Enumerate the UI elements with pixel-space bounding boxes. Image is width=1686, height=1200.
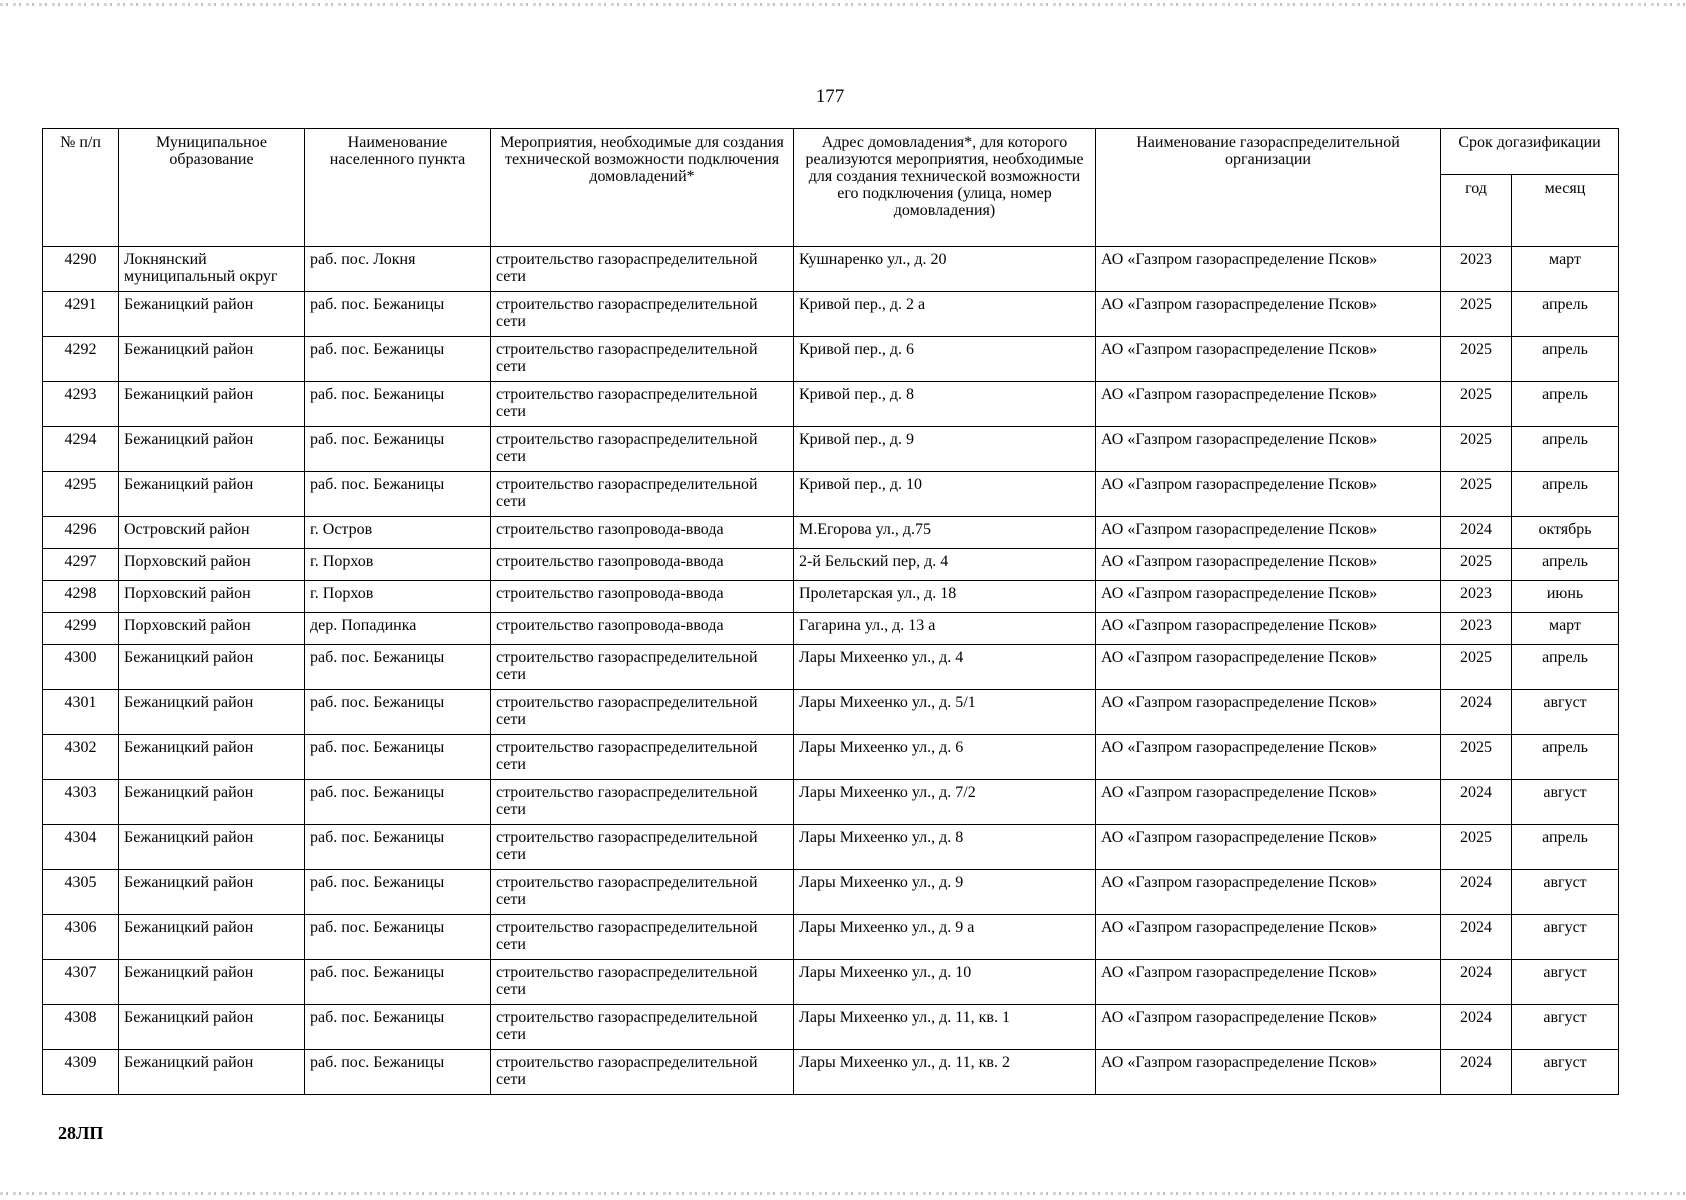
cell-year: 2023 bbox=[1441, 247, 1512, 292]
cell-settlement: г. Порхов bbox=[305, 549, 491, 581]
cell-num: 4305 bbox=[43, 870, 119, 915]
cell-measure: строительство газораспределительной сети bbox=[491, 645, 794, 690]
header-settlement: Наименование населенного пункта bbox=[305, 129, 491, 247]
cell-month: август bbox=[1512, 870, 1619, 915]
cell-year: 2024 bbox=[1441, 915, 1512, 960]
cell-municipality: Бежаницкий район bbox=[119, 960, 305, 1005]
cell-measure: строительство газораспределительной сети bbox=[491, 427, 794, 472]
table-row bbox=[43, 382, 1619, 427]
cell-organization: АО «Газпром газораспределение Псков» bbox=[1096, 960, 1441, 1005]
header-organization: Наименование газораспределительной организации bbox=[1096, 129, 1441, 247]
cell-measure: строительство газораспределительной сети bbox=[491, 960, 794, 1005]
cell-municipality: Порховский район bbox=[119, 613, 305, 645]
cell-month: август bbox=[1512, 1050, 1619, 1095]
cell-num: 4304 bbox=[43, 825, 119, 870]
cell-address: Лары Михеенко ул., д. 9 bbox=[794, 870, 1096, 915]
cell-settlement: раб. пос. Бежаницы bbox=[305, 825, 491, 870]
cell-num: 4294 bbox=[43, 427, 119, 472]
cell-measure: строительство газораспределительной сети bbox=[491, 690, 794, 735]
cell-measure: строительство газораспределительной сети bbox=[491, 247, 794, 292]
cell-organization: АО «Газпром газораспределение Псков» bbox=[1096, 337, 1441, 382]
cell-address: Лары Михеенко ул., д. 10 bbox=[794, 960, 1096, 1005]
cell-year: 2024 bbox=[1441, 960, 1512, 1005]
cell-num: 4303 bbox=[43, 780, 119, 825]
page-number: 177 bbox=[815, 86, 845, 107]
cell-month: апрель bbox=[1512, 735, 1619, 780]
cell-year: 2025 bbox=[1441, 735, 1512, 780]
cell-municipality: Бежаницкий район bbox=[119, 1005, 305, 1050]
cell-organization: АО «Газпром газораспределение Псков» bbox=[1096, 735, 1441, 780]
cell-municipality: Порховский район bbox=[119, 549, 305, 581]
table-row bbox=[43, 870, 1619, 915]
cell-settlement: раб. пос. Бежаницы bbox=[305, 1050, 491, 1095]
table-row bbox=[43, 915, 1619, 960]
cell-municipality: Бежаницкий район bbox=[119, 915, 305, 960]
cell-organization: АО «Газпром газораспределение Псков» bbox=[1096, 780, 1441, 825]
cell-organization: АО «Газпром газораспределение Псков» bbox=[1096, 472, 1441, 517]
cell-num: 4296 bbox=[43, 517, 119, 549]
table-row bbox=[43, 735, 1619, 780]
cell-num: 4309 bbox=[43, 1050, 119, 1095]
table-row bbox=[43, 292, 1619, 337]
cell-month: октябрь bbox=[1512, 517, 1619, 549]
cell-year: 2024 bbox=[1441, 780, 1512, 825]
cell-settlement: раб. пос. Бежаницы bbox=[305, 915, 491, 960]
cell-municipality: Порховский район bbox=[119, 581, 305, 613]
cell-num: 4300 bbox=[43, 645, 119, 690]
cell-year: 2025 bbox=[1441, 337, 1512, 382]
cell-year: 2024 bbox=[1441, 690, 1512, 735]
cell-month: апрель bbox=[1512, 427, 1619, 472]
cell-organization: АО «Газпром газораспределение Псков» bbox=[1096, 549, 1441, 581]
cell-organization: АО «Газпром газораспределение Псков» bbox=[1096, 1005, 1441, 1050]
cell-municipality: Бежаницкий район bbox=[119, 382, 305, 427]
cell-month: август bbox=[1512, 780, 1619, 825]
table-row bbox=[43, 581, 1619, 613]
header-address: Адрес домовладения*, для которого реализуются мероприятия, необходимые для создания технической возможности его подключения (улица, номер домовладения) bbox=[794, 129, 1096, 247]
cell-organization: АО «Газпром газораспределение Псков» bbox=[1096, 517, 1441, 549]
cell-month: апрель bbox=[1512, 472, 1619, 517]
cell-measure: строительство газопровода-ввода bbox=[491, 517, 794, 549]
cell-year: 2025 bbox=[1441, 645, 1512, 690]
cell-address: Гагарина ул., д. 13 а bbox=[794, 613, 1096, 645]
cell-settlement: раб. пос. Бежаницы bbox=[305, 292, 491, 337]
cell-settlement: раб. пос. Бежаницы bbox=[305, 472, 491, 517]
header-municipality: Муниципальное образование bbox=[119, 129, 305, 247]
cell-address: Лары Михеенко ул., д. 6 bbox=[794, 735, 1096, 780]
cell-num: 4306 bbox=[43, 915, 119, 960]
cell-municipality: Бежаницкий район bbox=[119, 337, 305, 382]
cell-settlement: раб. пос. Бежаницы bbox=[305, 960, 491, 1005]
cell-year: 2024 bbox=[1441, 1050, 1512, 1095]
cell-num: 4302 bbox=[43, 735, 119, 780]
cell-settlement: г. Порхов bbox=[305, 581, 491, 613]
cell-address: Пролетарская ул., д. 18 bbox=[794, 581, 1096, 613]
cell-num: 4297 bbox=[43, 549, 119, 581]
cell-address: Лары Михеенко ул., д. 5/1 bbox=[794, 690, 1096, 735]
cell-municipality: Бежаницкий район bbox=[119, 292, 305, 337]
table-row bbox=[43, 247, 1619, 292]
cell-num: 4307 bbox=[43, 960, 119, 1005]
cell-settlement: раб. пос. Бежаницы bbox=[305, 645, 491, 690]
cell-organization: АО «Газпром газораспределение Псков» bbox=[1096, 247, 1441, 292]
cell-municipality: Локнянский муниципальный округ bbox=[119, 247, 305, 292]
cell-month: август bbox=[1512, 915, 1619, 960]
cell-municipality: Бежаницкий район bbox=[119, 427, 305, 472]
cell-year: 2024 bbox=[1441, 870, 1512, 915]
cell-address: 2-й Бельский пер, д. 4 bbox=[794, 549, 1096, 581]
table-row bbox=[43, 549, 1619, 581]
cell-measure: строительство газораспределительной сети bbox=[491, 1005, 794, 1050]
cell-num: 4293 bbox=[43, 382, 119, 427]
cell-municipality: Бежаницкий район bbox=[119, 825, 305, 870]
table-row bbox=[43, 517, 1619, 549]
scan-artifact-top bbox=[0, 3, 1686, 6]
cell-settlement: раб. пос. Бежаницы bbox=[305, 382, 491, 427]
header-measures: Мероприятия, необходимые для создания технической возможности подключения домовладений* bbox=[491, 129, 794, 247]
cell-month: апрель bbox=[1512, 825, 1619, 870]
table-row bbox=[43, 427, 1619, 472]
cell-year: 2025 bbox=[1441, 549, 1512, 581]
cell-organization: АО «Газпром газораспределение Псков» bbox=[1096, 613, 1441, 645]
cell-measure: строительство газораспределительной сети bbox=[491, 870, 794, 915]
cell-measure: строительство газораспределительной сети bbox=[491, 825, 794, 870]
cell-address: Кривой пер., д. 9 bbox=[794, 427, 1096, 472]
cell-year: 2024 bbox=[1441, 1005, 1512, 1050]
cell-year: 2025 bbox=[1441, 825, 1512, 870]
table-row bbox=[43, 337, 1619, 382]
cell-num: 4299 bbox=[43, 613, 119, 645]
cell-year: 2023 bbox=[1441, 581, 1512, 613]
cell-organization: АО «Газпром газораспределение Псков» bbox=[1096, 915, 1441, 960]
table-row bbox=[43, 780, 1619, 825]
cell-month: март bbox=[1512, 247, 1619, 292]
cell-municipality: Бежаницкий район bbox=[119, 472, 305, 517]
cell-organization: АО «Газпром газораспределение Псков» bbox=[1096, 581, 1441, 613]
cell-num: 4298 bbox=[43, 581, 119, 613]
header-term: Срок догазификации bbox=[1441, 129, 1619, 175]
cell-address: Лары Михеенко ул., д. 7/2 bbox=[794, 780, 1096, 825]
cell-settlement: раб. пос. Локня bbox=[305, 247, 491, 292]
cell-address: Кривой пер., д. 8 bbox=[794, 382, 1096, 427]
cell-municipality: Островский район bbox=[119, 517, 305, 549]
cell-month: апрель bbox=[1512, 645, 1619, 690]
cell-month: июнь bbox=[1512, 581, 1619, 613]
cell-address: М.Егорова ул., д.75 bbox=[794, 517, 1096, 549]
cell-month: апрель bbox=[1512, 337, 1619, 382]
cell-year: 2025 bbox=[1441, 382, 1512, 427]
cell-measure: строительство газораспределительной сети bbox=[491, 292, 794, 337]
footer-code: 28ЛП bbox=[58, 1123, 104, 1143]
cell-address: Лары Михеенко ул., д. 9 а bbox=[794, 915, 1096, 960]
cell-address: Кривой пер., д. 10 bbox=[794, 472, 1096, 517]
cell-settlement: раб. пос. Бежаницы bbox=[305, 690, 491, 735]
cell-address: Лары Михеенко ул., д. 8 bbox=[794, 825, 1096, 870]
cell-settlement: раб. пос. Бежаницы bbox=[305, 427, 491, 472]
cell-organization: АО «Газпром газораспределение Псков» bbox=[1096, 825, 1441, 870]
scan-artifact-bottom bbox=[0, 1192, 1686, 1195]
cell-num: 4308 bbox=[43, 1005, 119, 1050]
gasification-table bbox=[42, 128, 1619, 1095]
cell-measure: строительство газораспределительной сети bbox=[491, 382, 794, 427]
cell-num: 4295 bbox=[43, 472, 119, 517]
cell-address: Кривой пер., д. 6 bbox=[794, 337, 1096, 382]
cell-month: август bbox=[1512, 1005, 1619, 1050]
cell-num: 4290 bbox=[43, 247, 119, 292]
cell-organization: АО «Газпром газораспределение Псков» bbox=[1096, 645, 1441, 690]
table-row bbox=[43, 690, 1619, 735]
cell-settlement: раб. пос. Бежаницы bbox=[305, 1005, 491, 1050]
cell-organization: АО «Газпром газораспределение Псков» bbox=[1096, 690, 1441, 735]
cell-address: Кривой пер., д. 2 а bbox=[794, 292, 1096, 337]
cell-settlement: раб. пос. Бежаницы bbox=[305, 337, 491, 382]
cell-year: 2025 bbox=[1441, 427, 1512, 472]
table-row bbox=[43, 472, 1619, 517]
cell-month: август bbox=[1512, 690, 1619, 735]
cell-year: 2025 bbox=[1441, 292, 1512, 337]
table-row bbox=[43, 960, 1619, 1005]
cell-measure: строительство газораспределительной сети bbox=[491, 915, 794, 960]
cell-year: 2025 bbox=[1441, 472, 1512, 517]
cell-month: август bbox=[1512, 960, 1619, 1005]
cell-measure: строительство газораспределительной сети bbox=[491, 1050, 794, 1095]
cell-address: Лары Михеенко ул., д. 4 bbox=[794, 645, 1096, 690]
header-month: месяц bbox=[1512, 175, 1619, 247]
cell-municipality: Бежаницкий район bbox=[119, 870, 305, 915]
table-body bbox=[43, 247, 1619, 1095]
cell-address: Кушнаренко ул., д. 20 bbox=[794, 247, 1096, 292]
cell-measure: строительство газопровода-ввода bbox=[491, 549, 794, 581]
cell-organization: АО «Газпром газораспределение Псков» bbox=[1096, 427, 1441, 472]
cell-municipality: Бежаницкий район bbox=[119, 645, 305, 690]
cell-measure: строительство газораспределительной сети bbox=[491, 472, 794, 517]
cell-num: 4291 bbox=[43, 292, 119, 337]
cell-municipality: Бежаницкий район bbox=[119, 690, 305, 735]
table-row bbox=[43, 1005, 1619, 1050]
cell-organization: АО «Газпром газораспределение Псков» bbox=[1096, 292, 1441, 337]
cell-settlement: г. Остров bbox=[305, 517, 491, 549]
cell-settlement: раб. пос. Бежаницы bbox=[305, 735, 491, 780]
cell-municipality: Бежаницкий район bbox=[119, 1050, 305, 1095]
table-row bbox=[43, 613, 1619, 645]
cell-organization: АО «Газпром газораспределение Псков» bbox=[1096, 1050, 1441, 1095]
cell-measure: строительство газораспределительной сети bbox=[491, 735, 794, 780]
cell-settlement: раб. пос. Бежаницы bbox=[305, 870, 491, 915]
cell-address: Лары Михеенко ул., д. 11, кв. 2 bbox=[794, 1050, 1096, 1095]
cell-municipality: Бежаницкий район bbox=[119, 780, 305, 825]
table-row bbox=[43, 1050, 1619, 1095]
cell-month: апрель bbox=[1512, 292, 1619, 337]
cell-settlement: дер. Попадинка bbox=[305, 613, 491, 645]
cell-month: апрель bbox=[1512, 382, 1619, 427]
cell-settlement: раб. пос. Бежаницы bbox=[305, 780, 491, 825]
header-year: год bbox=[1441, 175, 1512, 247]
cell-measure: строительство газораспределительной сети bbox=[491, 337, 794, 382]
cell-measure: строительство газопровода-ввода bbox=[491, 581, 794, 613]
cell-measure: строительство газораспределительной сети bbox=[491, 780, 794, 825]
cell-year: 2023 bbox=[1441, 613, 1512, 645]
cell-municipality: Бежаницкий район bbox=[119, 735, 305, 780]
cell-organization: АО «Газпром газораспределение Псков» bbox=[1096, 870, 1441, 915]
cell-address: Лары Михеенко ул., д. 11, кв. 1 bbox=[794, 1005, 1096, 1050]
cell-month: март bbox=[1512, 613, 1619, 645]
cell-month: апрель bbox=[1512, 549, 1619, 581]
header-num: № п/п bbox=[43, 129, 119, 247]
table-row bbox=[43, 645, 1619, 690]
cell-measure: строительство газопровода-ввода bbox=[491, 613, 794, 645]
cell-year: 2024 bbox=[1441, 517, 1512, 549]
cell-num: 4292 bbox=[43, 337, 119, 382]
cell-num: 4301 bbox=[43, 690, 119, 735]
cell-organization: АО «Газпром газораспределение Псков» bbox=[1096, 382, 1441, 427]
table-row bbox=[43, 825, 1619, 870]
